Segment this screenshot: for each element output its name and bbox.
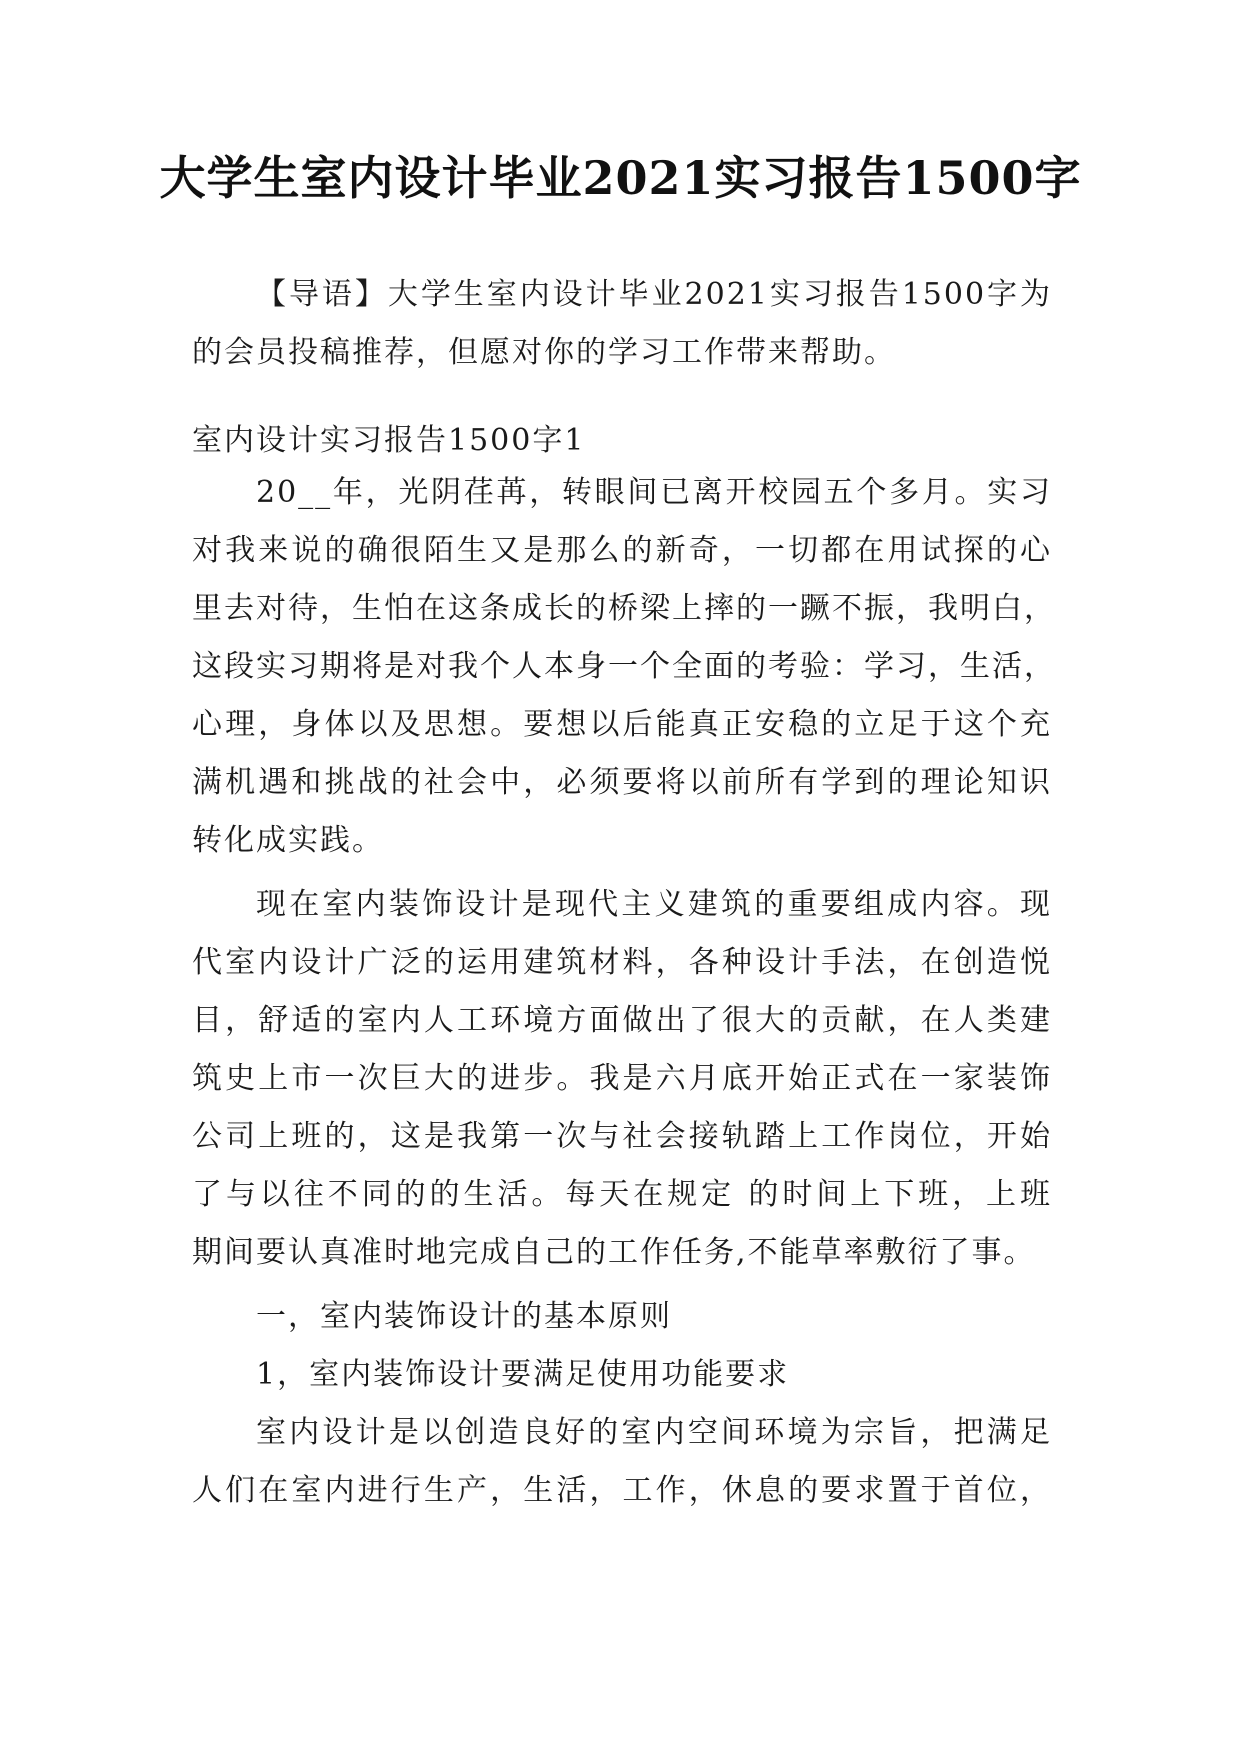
paragraph-1-line-4: 这段实习期将是对我个人本身一个全面的考验：学习，生活， [192,649,1056,684]
subheading-1: 一，室内装饰设计的基本原则 [256,1299,672,1334]
paragraph-3-line-2: 人们在室内进行生产，生活，工作，休息的要求置于首位， [192,1473,1052,1508]
paragraph-2 [192,876,1052,1282]
paragraph-2-line-5: 公司上班的，这是我第一次与社会接轨踏上工作岗位，开始 [192,1119,1052,1154]
paragraph-1-line-3: 里去对待，生怕在这条成长的桥梁上摔的一蹶不振，我明白， [192,591,1056,626]
paragraph-2-line-6: 了与以往不同的的生活。每天在规定 的时间上下班，上班 [192,1177,1052,1212]
paragraph-3 [192,1404,1052,1520]
paragraph-1-line-6: 满机遇和挑战的社会中，必须要将以前所有学到的理论知识 [192,765,1052,800]
paragraph-2-line-2: 代室内设计广泛的运用建筑材料，各种设计手法，在创造悦 [192,945,1052,980]
paragraph-1-line-2: 对我来说的确很陌生又是那么的新奇，一切都在用试探的心 [192,533,1052,568]
subheading-2: 1，室内装饰设计要满足使用功能要求 [256,1357,790,1392]
paragraph-3-line-1: 室内设计是以创造良好的室内空间环境为宗旨，把满足 [256,1415,1052,1450]
paragraph-2-line-1: 现在室内装饰设计是现代主义建筑的重要组成内容。现 [256,887,1052,922]
intro-line-2: 的会员投稿推荐，但愿对你的学习工作带来帮助。 [192,335,896,370]
paragraph-2-line-3: 目，舒适的室内人工环境方面做出了很大的贡献，在人类建 [192,1003,1052,1038]
intro-line-1: 【导语】大学生室内设计毕业2021实习报告1500字为 [256,277,1052,312]
paragraph-1-line-7: 转化成实践。 [192,823,384,858]
paragraph-1 [192,464,1056,870]
paragraph-2-line-4: 筑史上市一次巨大的进步。我是六月底开始正式在一家装饰 [192,1061,1052,1096]
section-heading: 室内设计实习报告1500字1 [192,423,586,458]
intro-paragraph [192,266,1052,382]
paragraph-1-line-1: 20__年，光阴荏苒，转眼间已离开校园五个多月。实习 [256,475,1052,510]
paragraph-2-line-7: 期间要认真准时地完成自己的工作任务,不能草率敷衍了事。 [192,1235,1036,1270]
paragraph-1-line-5: 心理，身体以及思想。要想以后能真正安稳的立足于这个充 [192,707,1052,742]
document-title: 大学生室内设计毕业2021实习报告1500字 [159,151,1082,205]
